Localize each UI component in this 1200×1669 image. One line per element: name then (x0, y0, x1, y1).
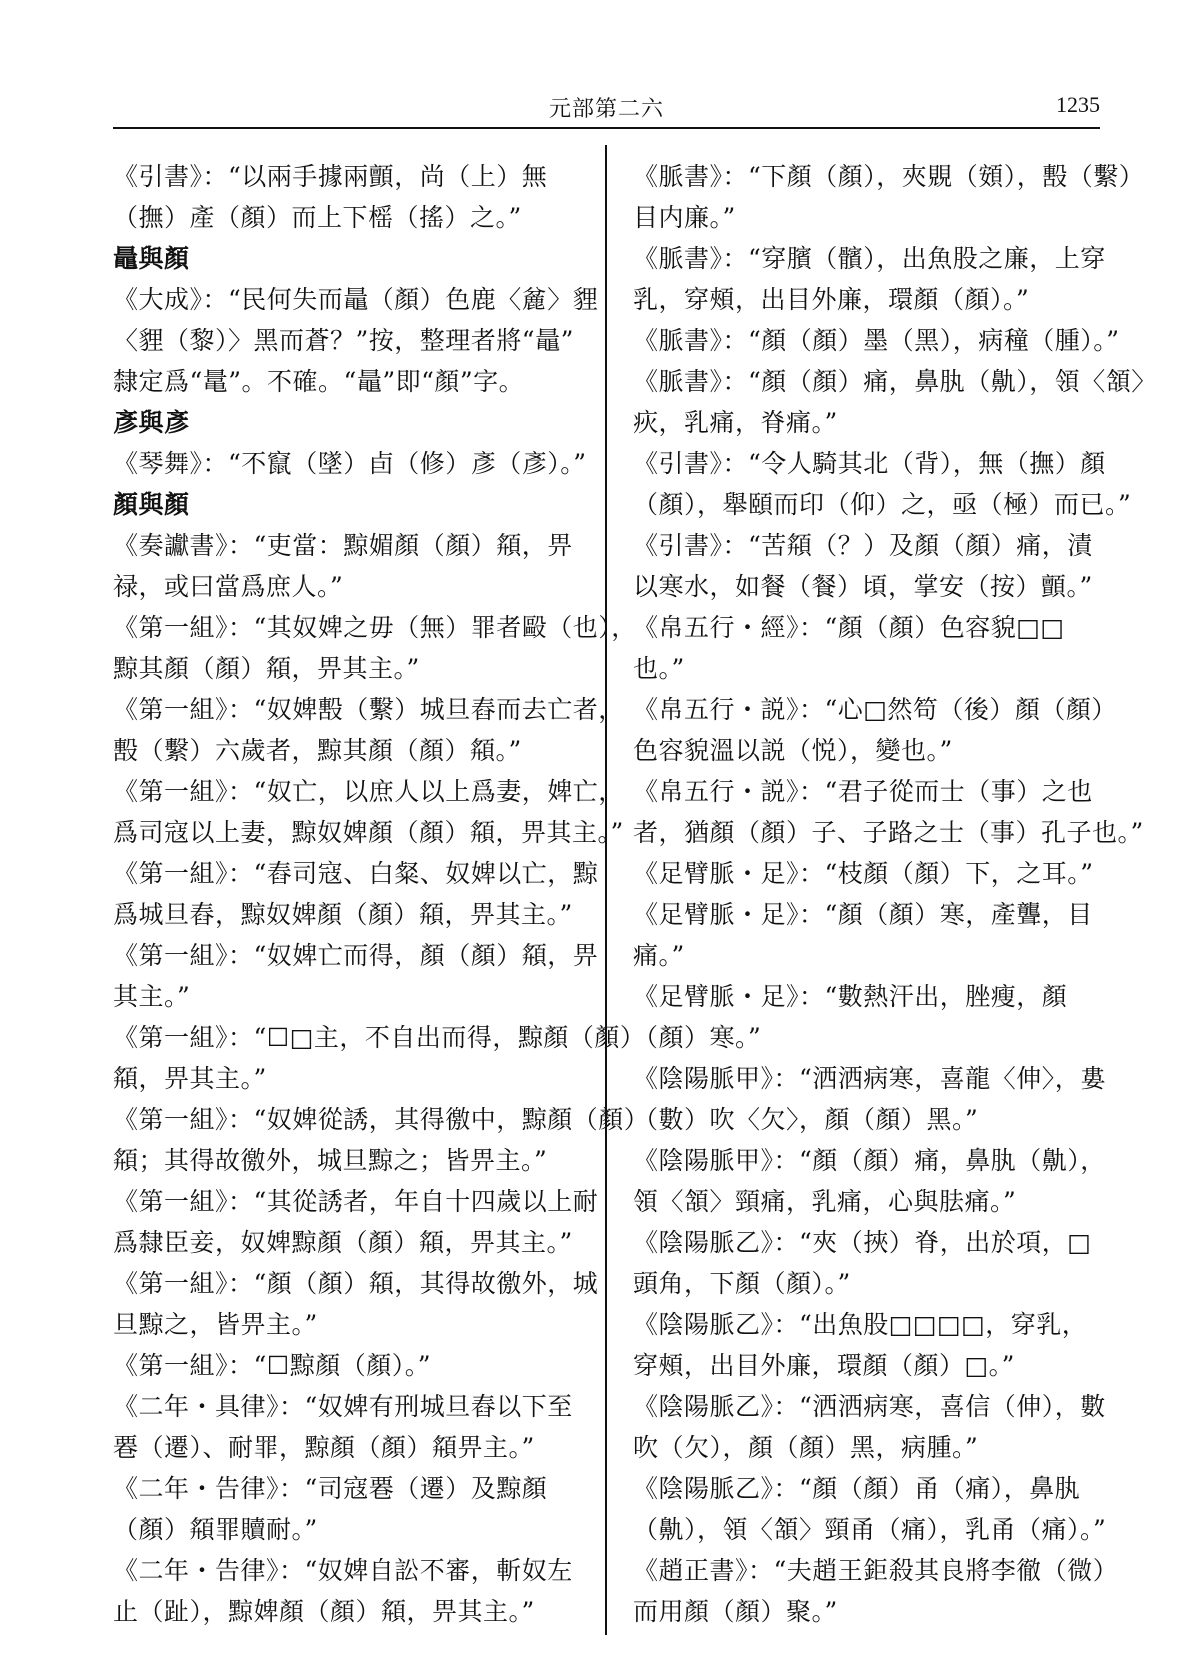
text-line: 《琴舞》：“不竄（墜）卣（修）彥（彥）。” (113, 449, 587, 478)
text-line: 《第一組》：“顏（顏）頯，其得故徼外，城 (113, 1269, 599, 1298)
text-line: 而用顏（顏）聚。” (633, 1597, 838, 1626)
text-line: 䙴（遷）、耐罪，黥顏（顏）頯畀主。” (113, 1433, 535, 1462)
column-divider (605, 145, 607, 1635)
text-line: 爲城旦舂，黥奴婢顏（顏）頯，畀其主。” (113, 900, 573, 929)
text-line: 《趙正書》：“夫趙王鉅殺其良將李徹（微） (633, 1556, 1119, 1585)
text-line: （鼽），領〈頷〉頸甬（痛），乳甬（痛）。” (633, 1515, 1107, 1544)
text-line: 者，猶顏（顏）子、子路之士（事）孔子也。” (633, 818, 1144, 847)
text-line: 《陰陽脈乙》：“顏（顏）甬（痛），鼻肒 (633, 1474, 1081, 1503)
text-line: 《帛五行・説》：“心□然笱（後）顏（顏） (633, 695, 1117, 724)
text-line: 以寒水，如餐（餐）頃，掌安（按）顫。” (633, 572, 1093, 601)
text-line: （數）吹〈欠〉，顏（顏）黑。” (633, 1105, 979, 1134)
text-line: 旦黥之，皆畀主。” (113, 1310, 318, 1339)
text-line: 《足臂脈・足》：“枝顏（顏）下，之耳。” (633, 859, 1094, 888)
section-heading: 鼂與顏 (113, 244, 190, 273)
text-line: 吹（欠），顏（顏）黑，病腫。” (633, 1433, 979, 1462)
text-line: 目内廉。” (633, 203, 736, 232)
page-header (113, 88, 1100, 124)
text-line: 《第一組》：“奴亡，以庶人以上爲妻，婢亡， (113, 777, 624, 806)
text-line: 禄，或曰當爲庶人。” (113, 572, 344, 601)
text-line: 《第一組》：“☐□主，不自出而得，黥顏（顏） (113, 1023, 646, 1052)
text-line: 《脈書》：“顏（顏）墨（黑），病穜（腫）。” (633, 326, 1120, 355)
header-rule (113, 127, 1100, 129)
text-line: 頯；其得故徼外，城旦黥之；皆畀主。” (113, 1146, 548, 1175)
text-line: 也。” (633, 654, 685, 683)
text-line: 毄（繫）六歲者，黥其顏（顏）頯。” (113, 736, 522, 765)
text-line: 《第一組》：“奴婢從誘，其得徼中，黥顏（顏） (113, 1105, 650, 1134)
text-line: 《二年・告律》：“奴婢自訟不審，斬奴左 (113, 1556, 573, 1585)
text-line: 《脈書》：“穿臏（髕），出魚股之廉，上穿 (633, 244, 1106, 273)
text-line: 〈貍（黎）〉黑而蒼？”按，整理者將“鼂” (113, 326, 574, 355)
text-line: 《陰陽脈甲》：“顏（顏）痛，鼻肒（鼽）， (633, 1146, 1106, 1175)
text-line: 疢，乳痛，脊痛。” (633, 408, 838, 437)
text-line: 《第一組》：“舂司寇、白粲、奴婢以亡，黥 (113, 859, 599, 888)
text-line: 《奏讞書》：“吏當：黥媚顏（顏）頯，畀 (113, 531, 573, 560)
text-line: 其主。” (113, 982, 191, 1011)
text-line: 《引書》：“苦頯（？）及顏（顏）痛，漬 (633, 531, 1093, 560)
text-line: 《脈書》：“顏（顏）痛，鼻肒（鼽），領〈頷〉 (633, 367, 1157, 396)
page-number: 1235 (1056, 92, 1100, 117)
text-line: 爲司寇以上妻，黥奴婢顏（顏）頯，畀其主。” (113, 818, 624, 847)
text-line: 《第一組》：“奴婢毄（繫）城旦舂而去亡者， (113, 695, 624, 724)
text-line: 《帛五行・説》：“君子從而士（事）之也 (633, 777, 1093, 806)
text-line: 黥其顏（顏）頯，畀其主。” (113, 654, 420, 683)
text-line: 痛。” (633, 941, 685, 970)
text-line: 《陰陽脈乙》：“出魚股□□□□，穿乳， (633, 1310, 1088, 1339)
text-line: 色容貌溫以説（悦），變也。” (633, 736, 953, 765)
text-line: 《脈書》：“下顏（顏），夾覞（頞），毄（繫） (633, 162, 1145, 191)
text-line: 《帛五行・經》：“顏（顏）色容貌□□ (633, 613, 1065, 642)
text-line: 《陰陽脈乙》：“夾（挾）脊，出於項，□ (633, 1228, 1092, 1257)
text-line: 《大成》：“民何失而鼂（顏）色鹿〈麄〉貍 (113, 285, 599, 314)
header-title: 元部第二六 (548, 97, 664, 122)
text-line: 《足臂脈・足》：“數熱汗出，脞瘦，顏 (633, 982, 1068, 1011)
left-column (113, 156, 650, 1632)
section-heading: 顏與顏 (113, 490, 190, 519)
text-line: （顏）頯罪贖耐。” (113, 1515, 318, 1544)
text-line: 領〈頷〉頸痛，乳痛，心與胠痛。” (633, 1187, 1017, 1216)
section-heading: 彥與彥 (113, 408, 190, 437)
right-column (633, 156, 1157, 1632)
text-line: 《二年・告律》：“司寇䙴（遷）及黥顏 (113, 1474, 548, 1503)
text-line: 乳，穿頰，出目外廉，環顏（顏）。” (633, 285, 1030, 314)
text-line: 穿頰，出目外廉，環顏（顏）□。” (633, 1351, 1015, 1380)
text-line: （撫）產（顏）而上下榣（搖）之。” (113, 203, 522, 232)
text-line: 爲隸臣妾，奴婢黥顏（顏）頯，畀其主。” (113, 1228, 573, 1257)
text-line: 頭角，下顏（顏）。” (633, 1269, 851, 1298)
text-line: 《二年・具律》：“奴婢有刑城旦舂以下至 (113, 1392, 573, 1421)
text-line: 《足臂脈・足》：“顏（顏）寒，產聾，目 (633, 900, 1093, 929)
text-line: 《第一組》：“其奴婢之毋（無）罪者毆（也）， (113, 613, 637, 642)
text-line: （顏），舉頤而印（仰）之，亟（極）而已。” (633, 490, 1132, 519)
text-line: 頯，畀其主。” (113, 1064, 267, 1093)
text-line: 《第一組》：“☐黥顏（顏）。” (113, 1351, 431, 1380)
text-line: （顏）寒。” (633, 1023, 762, 1052)
text-line: 隸定爲“鼌”。不確。“鼂”即“顏”字。 (113, 367, 525, 396)
text-line: 《陰陽脈乙》：“洒洒病寒，喜信（伸），數 (633, 1392, 1106, 1421)
text-line: 《第一組》：“其從誘者，年自十四歲以上耐 (113, 1187, 599, 1216)
text-line: 《陰陽脈甲》：“洒洒病寒，喜龍〈伸〉，婁 (633, 1064, 1106, 1093)
text-line: 止（趾），黥婢顏（顏）頯，畀其主。” (113, 1597, 535, 1626)
text-line: 《引書》：“以兩手據兩顫，尚（上）無 (113, 162, 548, 191)
text-line: 《引書》：“令人騎其北（背），無（撫）顏 (633, 449, 1106, 478)
text-line: 《第一組》：“奴婢亡而得，顏（顏）頯，畀 (113, 941, 599, 970)
